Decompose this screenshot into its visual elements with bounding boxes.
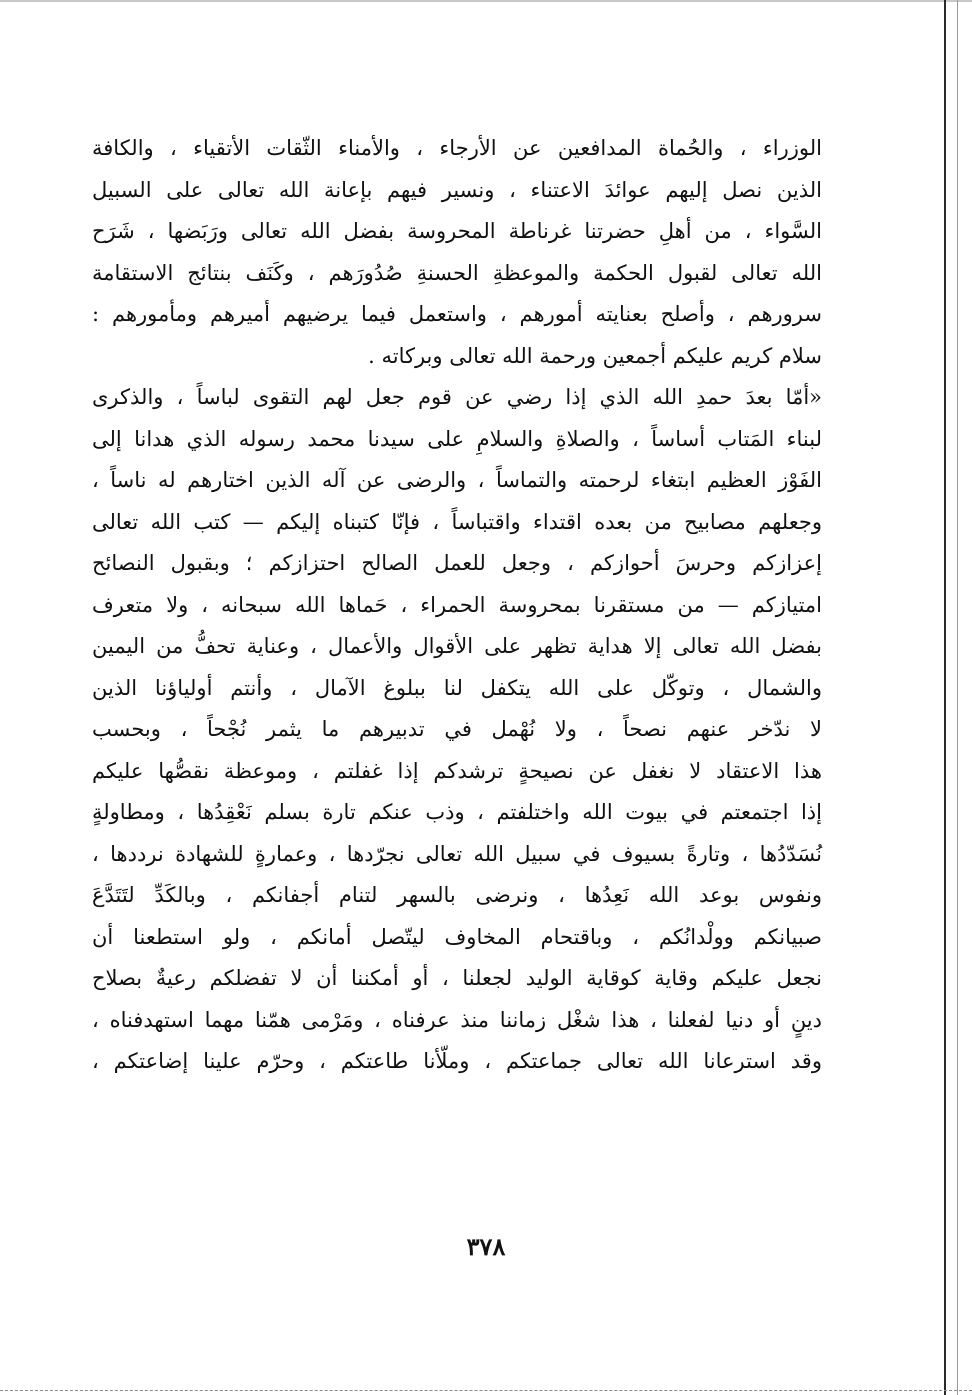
text-line: سرورهم ، وأصلح بعنايته أمورهم ، واستعمل فيما يرضيهم أميرهم ومأمورهم : <box>92 302 822 326</box>
text-line: الذين نصل إليهم عوائدَ الاعتناء ، ونسير فيهم بإعانة الله تعالى على السبيل <box>92 177 822 202</box>
text-line: الوزراء ، والحُماة المدافعين عن الأرجاء ، والأمناء الثّقات الأتقياء ، والكافة <box>92 136 822 160</box>
text-line: والشمال ، وتوكّل على الله يتكفل لنا ببلوغ الآمال ، وأنتم أولياؤنا الذين <box>92 675 822 700</box>
text-line: إعزازكم وحرسَ أحوازكم ، وجعل للعمل الصالح احتزازكم ؛ وبقبول النصائح <box>92 551 822 575</box>
text-line: نُسَدّدُها ، وتارةً بسيوف في سبيل الله تعالى نجرّدها ، وعمارةٍ للشهادة نرددها ، <box>92 841 822 866</box>
text-line: لبناء المَتاب أساساً ، والصلاةِ والسلامِ على سيدنا محمد رسوله الذي هدانا إلى <box>92 426 822 451</box>
text-line: امتيازكم — من مستقرنا بمحروسة الحمراء ، حَماها الله سبحانه ، ولا متعرف <box>92 592 822 617</box>
text-line: دينٍ أو دنيا لفعلنا ، هذا شغْل زماننا منذ عرفناه ، ومَرْمى همّنا مهما استهدفناه ، <box>92 1007 822 1032</box>
text-line: ونفوس بوعد الله نَعِدُها ، ونرضى بالسهر لتنام أجفانكم ، وبالكَدِّ لتَتَدَّعَ <box>92 883 822 907</box>
text-line: الله تعالى لقبول الحكمة والموعظةِ الحسنةِ صُدُورَهم ، وكَنَف بنتائج الاستقامة <box>92 260 822 285</box>
text-line: نجعل عليكم وقاية كوقاية الوليد لجعلنا ، أو أمكننا أن لا تفضلكم رعيةٌ بصلاح <box>92 966 822 990</box>
text-line: بفضل الله تعالى إلا هداية تظهر على الأقوال والأعمال ، وعناية تحفُّ من اليمين <box>92 634 822 658</box>
scan-edge-right-inner <box>957 0 958 1395</box>
text-line: سلام كريم عليكم أجمعين ورحمة الله تعالى وبركاته . <box>368 343 822 368</box>
page-number: ٣٧٨ <box>466 1232 506 1261</box>
text-line: «أمّا بعدَ حمدِ الله الذي إذا رضي عن قوم جعل لهم التقوى لباساً ، والذكرى <box>92 385 822 409</box>
scan-edge-right <box>944 0 946 1395</box>
text-line: وقد استرعانا الله تعالى جماعتكم ، وملّأنا طاعتكم ، وحرّم علينا إضاعتكم ، <box>92 1049 822 1073</box>
text-line: وجعلهم مصابيح من بعده اقتداء واقتباساً ، فإنّا كتبناه إليكم — كتب الله تعالى <box>92 509 822 534</box>
scan-edge-top <box>0 0 972 2</box>
body-text <box>92 128 822 1083</box>
text-line: صبيانكم وولْدانُكم ، وباقتحام المخاوف ليتّصل أمانكم ، ولو استطعنا أن <box>92 924 822 949</box>
text-line: إذا اجتمعتم في بيوت الله واختلفتم ، وذب عنكم تارة بسلم نَعْقِدُها ، ومطاولةٍ <box>92 800 822 824</box>
text-line: لا ندّخر عنهم نصحاً ، ولا نُهْمل في تدبيرهم ما يثمر نُجْحاً ، وبحسب <box>92 717 822 741</box>
text-line: الفَوْز العظيم ابتغاء لرحمته والتماساً ، والرضى عن آله الذين اختارهم له ناساً ، <box>92 468 822 492</box>
text-line: السَّواء ، من أهلِ حضرتنا غرناطة المحروسة بفضل الله تعالى ورَبَضها ، شَرَح <box>92 219 822 243</box>
scan-edge-bottom <box>0 1389 972 1391</box>
text-line: هذا الاعتقاد لا نغفل عن نصيحةٍ ترشدكم إذا غفلتم ، وموعظة نقصُّها عليكم <box>92 758 822 783</box>
